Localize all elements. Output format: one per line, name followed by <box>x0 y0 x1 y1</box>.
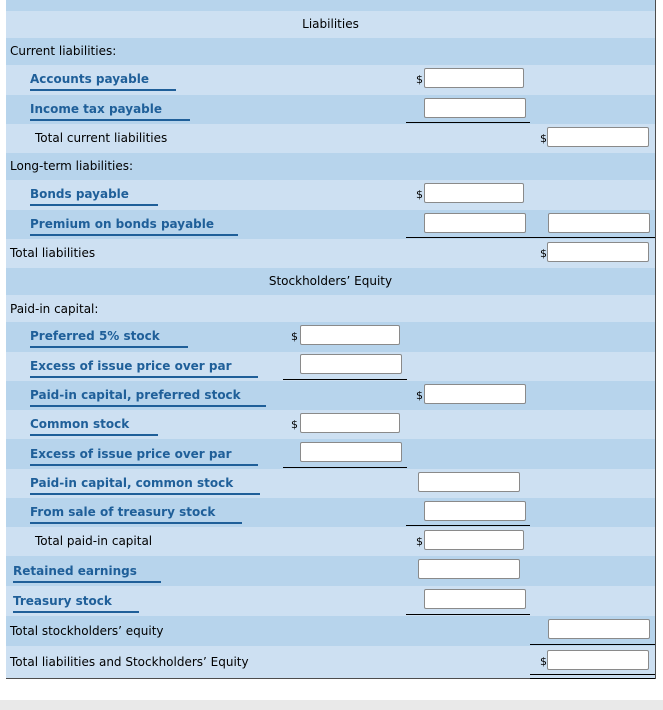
bonds-payable-input[interactable] <box>424 183 524 203</box>
preferred-stock-row <box>6 322 655 352</box>
paid-in-capital-row <box>6 295 655 322</box>
paid-in-common-row <box>6 469 655 498</box>
excess-preferred-link[interactable]: Excess of issue price over par <box>30 359 258 378</box>
paid-in-capital-heading: Paid-in capital: <box>10 302 99 316</box>
premium-on-bonds-row <box>6 210 655 239</box>
premium-on-bonds-input[interactable] <box>424 213 526 233</box>
dollar-sign: $ <box>291 418 298 431</box>
total-paid-in-input[interactable] <box>424 530 524 550</box>
treasury-sale-link[interactable]: From sale of treasury stock <box>30 505 242 524</box>
long-term-liabilities-total-input[interactable] <box>548 213 650 233</box>
excess-common-input[interactable] <box>300 442 402 462</box>
accounts-payable-link[interactable]: Accounts payable <box>30 72 176 91</box>
premium-on-bonds-link[interactable]: Premium on bonds payable <box>30 217 238 236</box>
dollar-sign: $ <box>540 132 547 145</box>
income-tax-payable-link[interactable]: Income tax payable <box>30 102 190 121</box>
subtotal-underline <box>406 525 530 526</box>
total-equity-input[interactable] <box>548 619 650 639</box>
total-liabilities-row <box>6 239 655 268</box>
common-stock-input[interactable] <box>300 413 400 433</box>
subtotal-underline <box>406 614 530 615</box>
subtotal-underline <box>406 122 530 123</box>
liabilities-header-row <box>6 11 655 38</box>
retained-earnings-input[interactable] <box>418 559 520 579</box>
top-stripe <box>6 0 655 11</box>
grand-total-input[interactable] <box>547 650 649 670</box>
treasury-sale-input[interactable] <box>424 501 526 521</box>
income-tax-payable-input[interactable] <box>424 98 526 118</box>
dollar-sign: $ <box>416 188 423 201</box>
equity-header-row <box>6 268 655 295</box>
current-liabilities-row <box>6 38 655 65</box>
preferred-stock-link[interactable]: Preferred 5% stock <box>30 329 188 348</box>
accounts-payable-input[interactable] <box>424 68 524 88</box>
retained-earnings-row <box>6 556 655 586</box>
paid-in-preferred-input[interactable] <box>424 384 526 404</box>
treasury-stock-input[interactable] <box>424 589 526 609</box>
bonds-payable-row <box>6 180 655 210</box>
dollar-sign: $ <box>416 73 423 86</box>
total-current-liabilities-input[interactable] <box>547 127 649 147</box>
balance-sheet <box>6 0 656 679</box>
preferred-stock-input[interactable] <box>300 325 400 345</box>
dollar-sign: $ <box>540 655 547 668</box>
paid-in-common-input[interactable] <box>418 472 520 492</box>
total-current-liabilities-label: Total current liabilities <box>35 131 168 145</box>
bonds-payable-link[interactable]: Bonds payable <box>30 187 158 206</box>
total-equity-row <box>6 616 655 646</box>
subtotal-underline <box>530 644 655 645</box>
excess-preferred-row <box>6 352 655 381</box>
paid-in-preferred-link[interactable]: Paid-in capital, preferred stock <box>30 388 266 407</box>
excess-common-link[interactable]: Excess of issue price over par <box>30 447 258 466</box>
subtotal-underline <box>406 237 530 238</box>
total-current-liabilities-row <box>6 124 655 153</box>
dollar-sign: $ <box>416 389 423 402</box>
total-paid-in-row <box>6 527 655 556</box>
common-stock-link[interactable]: Common stock <box>30 417 158 436</box>
accounts-payable-row <box>6 65 655 95</box>
liabilities-header: Liabilities <box>302 17 359 31</box>
grand-total-row <box>6 646 655 678</box>
paid-in-preferred-row <box>6 381 655 410</box>
double-underline <box>530 674 655 679</box>
total-paid-in-label: Total paid-in capital <box>35 534 153 548</box>
dollar-sign: $ <box>416 535 423 548</box>
dollar-sign: $ <box>540 247 547 260</box>
total-liabilities-label: Total liabilities <box>10 246 96 260</box>
treasury-sale-row <box>6 498 655 527</box>
treasury-stock-row <box>6 586 655 616</box>
income-tax-payable-row <box>6 95 655 124</box>
grand-total-label: Total liabilities and Stockholders’ Equity <box>10 655 249 669</box>
subtotal-underline <box>283 467 407 468</box>
current-liabilities-heading: Current liabilities: <box>10 44 117 58</box>
excess-preferred-input[interactable] <box>300 354 402 374</box>
common-stock-row <box>6 410 655 439</box>
dollar-sign: $ <box>291 330 298 343</box>
paid-in-common-link[interactable]: Paid-in capital, common stock <box>30 476 260 495</box>
long-term-liabilities-row <box>6 153 655 180</box>
bottom-scroll-edge <box>0 700 663 710</box>
long-term-liabilities-heading: Long-term liabilities: <box>10 159 134 173</box>
equity-header: Stockholders’ Equity <box>268 274 393 288</box>
retained-earnings-link[interactable]: Retained earnings <box>13 564 161 583</box>
subtotal-underline <box>530 237 655 238</box>
subtotal-underline <box>283 379 407 380</box>
excess-common-row <box>6 439 655 469</box>
total-equity-label: Total stockholders’ equity <box>10 624 164 638</box>
total-liabilities-input[interactable] <box>547 242 649 262</box>
treasury-stock-link[interactable]: Treasury stock <box>13 594 139 613</box>
